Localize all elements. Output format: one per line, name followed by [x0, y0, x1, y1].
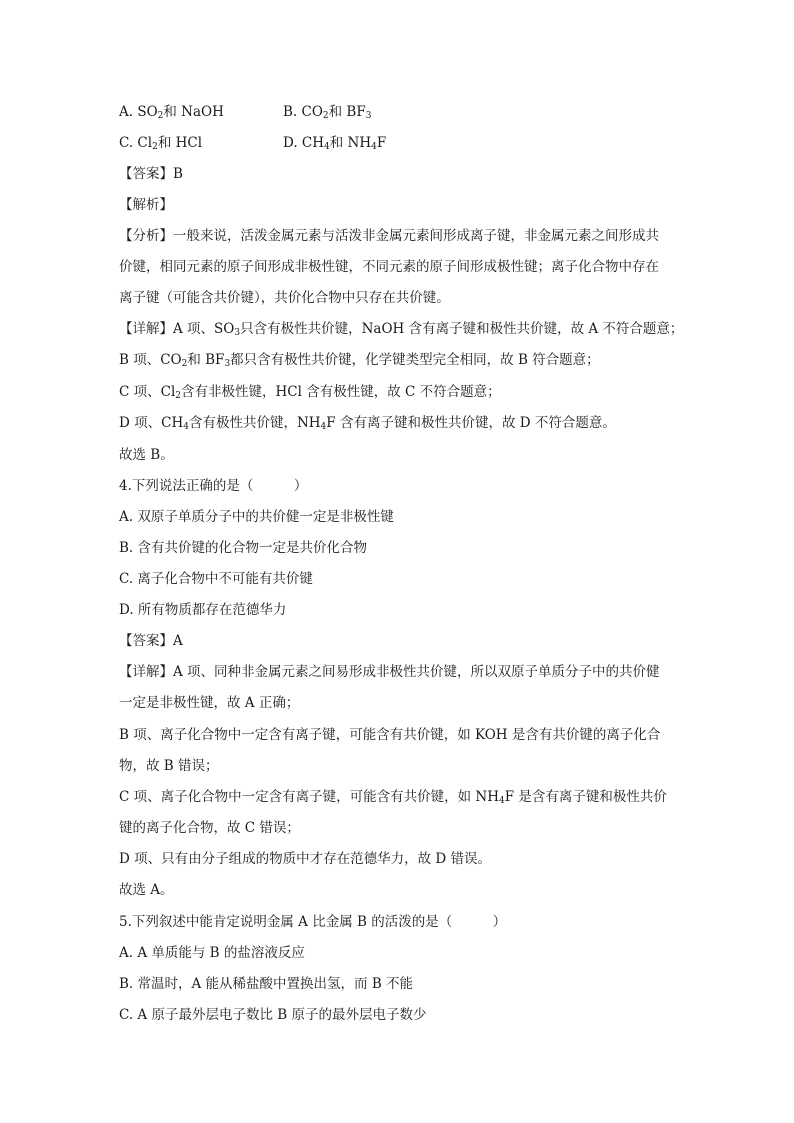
q4-detail-line: 一定是非极性键，故 A 正确； [119, 695, 300, 711]
q3-analysis-line: 离子键（可能含共价键），共价化合物中只存在共价键。 [119, 290, 450, 306]
q4-option-b: B. 含有共价键的化合物一定是共价化合物 [119, 540, 368, 556]
q4-option-d: D. 所有物质都存在范德华力 [119, 602, 287, 618]
q4-option-c: C. 离子化合物中不可能有共价键 [119, 571, 313, 587]
q3-option-d: D. $CH_4$和 $NH_4F$ [283, 135, 387, 152]
q3-analysis-title: 【解析】 [119, 197, 173, 213]
q4-detail-line: 键的离子化合物，故 C 错误； [119, 820, 300, 836]
q4-stem: 4.下列说法正确的是（ ） [119, 478, 308, 494]
q5-option-a: A. A 单质能与 B 的盐溶液反应 [119, 945, 305, 961]
q3-option-c: C. $Cl_2$和 HCl [119, 135, 203, 152]
q4-detail-line: 物，故 B 错误； [119, 758, 219, 774]
q4-answer: 【答案】A [119, 633, 183, 649]
q4-detail-line: C 项、离子化合物中一定含有离子键，可能含有共价键，如 $NH_4F$ 是含有离子键和极性共价 [119, 789, 667, 806]
q3-detail-d: D 项、$CH_4$含有极性共价键，$NH_4F$ 含有离子键和极性共价键，故 D 不符合题意。 [119, 415, 616, 432]
q3-detail-b: B 项、$CO_2$和 $BF_3$都只含有极性共价键，化学键类型完全相同，故 B 符合题意； [119, 352, 600, 369]
q4-detail-line: B 项、离子化合物中一定含有离子键，可能含有共价键，如 KOH 是含有共价键的离子化合 [119, 727, 661, 743]
q3-conclusion: 故选 B。 [119, 447, 174, 463]
q3-option-a: A. $SO_2$和 NaOH [119, 104, 224, 121]
q3-detail-c: C 项、$Cl_2$含有非极性键，HCl 含有极性键，故 C 不符合题意； [119, 384, 501, 401]
q4-conclusion: 故选 A。 [119, 882, 174, 898]
q3-answer: 【答案】B [119, 166, 183, 182]
q3-detail-a: 【详解】A 项、$SO_3$只含有极性共价键，NaOH 含有离子键和极性共价键，故 A 不符合题意； [119, 321, 684, 338]
q3-option-b: B. $CO_2$和 $BF_3$ [283, 104, 372, 121]
q4-option-a: A. 双原子单质分子中的共价健一定是非极性键 [119, 509, 394, 525]
q5-option-c: C. A 原子最外层电子数比 B 原子的最外层电子数少 [119, 1007, 427, 1023]
q5-option-b: B. 常温时，A 能从稀盐酸中置换出氢，而 B 不能 [119, 976, 414, 992]
q4-detail-line: D 项、只有由分子组成的物质中才存在范德华力，故 D 错误。 [119, 851, 492, 867]
q3-analysis-line: 价键，相同元素的原子间形成非极性键，不同元素的原子间形成极性键；离子化合物中存在 [119, 259, 659, 275]
q3-analysis-line: 【分析】一般来说，活泼金属元素与活泼非金属元素间形成离子键，非金属元素之间形成共 [119, 228, 659, 244]
q4-detail-line: 【详解】A 项、同种非金属元素之间易形成非极性共价键，所以双原子单质分子中的共价健 [119, 664, 660, 680]
q5-stem: 5.下列叙述中能肯定说明金属 A 比金属 B 的活泼的是（ ） [119, 914, 507, 930]
